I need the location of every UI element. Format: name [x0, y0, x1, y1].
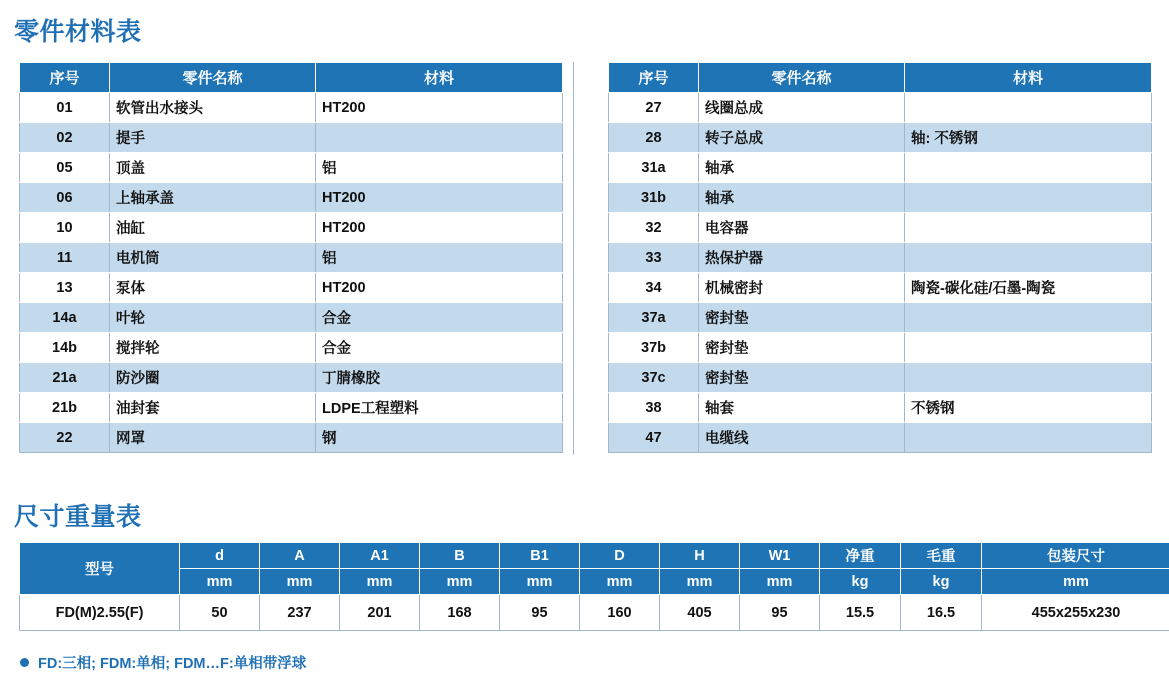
parts-material-table-right — [608, 62, 1152, 453]
cell-no: 21a — [20, 363, 110, 393]
cell-dd: 160 — [580, 595, 660, 631]
cell-material: 铝 — [316, 243, 563, 273]
table-row — [609, 273, 1152, 303]
cell-material: HT200 — [316, 93, 563, 123]
table-row — [609, 123, 1152, 153]
cell-partname: 密封垫 — [699, 333, 905, 363]
table-row — [20, 333, 563, 363]
cell-partname: 网罩 — [110, 423, 316, 453]
header-d: d — [180, 543, 260, 569]
unit-b1: mm — [500, 569, 580, 595]
header-h: H — [660, 543, 740, 569]
header-b: B — [420, 543, 500, 569]
header-material: 材料 — [905, 63, 1152, 93]
unit-b: mm — [420, 569, 500, 595]
table-row — [20, 393, 563, 423]
cell-material — [316, 123, 563, 153]
table-row — [609, 183, 1152, 213]
cell-partname: 油封套 — [110, 393, 316, 423]
cell-material — [905, 93, 1152, 123]
cell-packsize: 455x255x230 — [982, 595, 1169, 631]
table-row — [609, 363, 1152, 393]
cell-no: 14a — [20, 303, 110, 333]
table-header-row — [20, 63, 563, 93]
cell-w1: 95 — [740, 595, 820, 631]
parts-tables-container — [19, 62, 1151, 453]
cell-material — [905, 243, 1152, 273]
cell-material — [905, 153, 1152, 183]
table-row — [609, 153, 1152, 183]
cell-no: 05 — [20, 153, 110, 183]
cell-no: 27 — [609, 93, 699, 123]
cell-partname: 上轴承盖 — [110, 183, 316, 213]
header-no: 序号 — [20, 63, 110, 93]
cell-material: 陶瓷-碳化硅/石墨-陶瓷 — [905, 273, 1152, 303]
vertical-divider — [573, 62, 574, 455]
cell-partname: 油缸 — [110, 213, 316, 243]
parts-table-left-head — [20, 63, 563, 93]
cell-b: 168 — [420, 595, 500, 631]
table-row — [20, 153, 563, 183]
cell-material: LDPE工程塑料 — [316, 393, 563, 423]
parts-material-table-left — [19, 62, 563, 453]
table-row — [20, 243, 563, 273]
cell-material: 钢 — [316, 423, 563, 453]
cell-no: 37c — [609, 363, 699, 393]
table-row — [20, 595, 1169, 631]
header-model: 型号 — [20, 543, 180, 595]
unit-packsize: mm — [982, 569, 1169, 595]
cell-no: 02 — [20, 123, 110, 153]
bullet-icon — [20, 658, 29, 667]
cell-material — [905, 423, 1152, 453]
cell-partname: 轴套 — [699, 393, 905, 423]
dimension-weight-table — [19, 542, 1169, 631]
cell-material — [905, 183, 1152, 213]
page-title-dimensions: 尺寸重量表 — [14, 503, 142, 531]
parts-table-right-head — [609, 63, 1152, 93]
header-material: 材料 — [316, 63, 563, 93]
header-w1: W1 — [740, 543, 820, 569]
cell-material — [905, 213, 1152, 243]
cell-no: 33 — [609, 243, 699, 273]
footnote — [20, 652, 306, 673]
unit-h: mm — [660, 569, 740, 595]
cell-no: 01 — [20, 93, 110, 123]
header-packsize: 包装尺寸 — [982, 543, 1169, 569]
table-row — [609, 213, 1152, 243]
cell-partname: 轴承 — [699, 153, 905, 183]
cell-no: 31a — [609, 153, 699, 183]
header-netweight: 净重 — [820, 543, 901, 569]
cell-partname: 线圈总成 — [699, 93, 905, 123]
parts-table-right-body — [609, 93, 1152, 453]
cell-partname: 电机筒 — [110, 243, 316, 273]
header-a: A — [260, 543, 340, 569]
table-row — [20, 363, 563, 393]
cell-no: 13 — [20, 273, 110, 303]
header-grossweight: 毛重 — [901, 543, 982, 569]
cell-material: HT200 — [316, 183, 563, 213]
dimensions-table-body — [20, 595, 1169, 631]
cell-h: 405 — [660, 595, 740, 631]
parts-table-left-column — [19, 62, 562, 453]
table-header-row — [609, 63, 1152, 93]
cell-model: FD(M)2.55(F) — [20, 595, 180, 631]
cell-partname: 顶盖 — [110, 153, 316, 183]
parts-table-right-column — [608, 62, 1151, 453]
cell-material: HT200 — [316, 273, 563, 303]
table-units-row — [20, 569, 1169, 595]
table-row — [609, 423, 1152, 453]
cell-a: 237 — [260, 595, 340, 631]
cell-material: 轴: 不锈钢 — [905, 123, 1152, 153]
table-divider-gap — [562, 62, 608, 453]
header-dd: D — [580, 543, 660, 569]
parts-table-left-body — [20, 93, 563, 453]
cell-partname: 软管出水接头 — [110, 93, 316, 123]
cell-partname: 密封垫 — [699, 363, 905, 393]
cell-material — [905, 363, 1152, 393]
cell-no: 37b — [609, 333, 699, 363]
cell-partname: 电缆线 — [699, 423, 905, 453]
table-header-row — [20, 543, 1169, 569]
cell-no: 11 — [20, 243, 110, 273]
unit-grossweight: kg — [901, 569, 982, 595]
cell-partname: 轴承 — [699, 183, 905, 213]
header-a1: A1 — [340, 543, 420, 569]
unit-dd: mm — [580, 569, 660, 595]
cell-no: 38 — [609, 393, 699, 423]
cell-material: 铝 — [316, 153, 563, 183]
cell-no: 06 — [20, 183, 110, 213]
cell-no: 21b — [20, 393, 110, 423]
table-row — [20, 183, 563, 213]
table-row — [609, 303, 1152, 333]
cell-material — [905, 303, 1152, 333]
cell-partname: 转子总成 — [699, 123, 905, 153]
cell-no: 31b — [609, 183, 699, 213]
cell-partname: 提手 — [110, 123, 316, 153]
footnote-text: FD:三相; FDM:单相; FDM…F:单相带浮球 — [38, 656, 307, 672]
table-row — [20, 123, 563, 153]
header-b1: B1 — [500, 543, 580, 569]
cell-no: 37a — [609, 303, 699, 333]
unit-netweight: kg — [820, 569, 901, 595]
cell-no: 47 — [609, 423, 699, 453]
cell-partname: 搅拌轮 — [110, 333, 316, 363]
cell-partname: 密封垫 — [699, 303, 905, 333]
table-row — [609, 93, 1152, 123]
table-row — [20, 273, 563, 303]
cell-no: 10 — [20, 213, 110, 243]
unit-a1: mm — [340, 569, 420, 595]
table-row — [20, 93, 563, 123]
cell-material — [905, 333, 1152, 363]
cell-partname: 泵体 — [110, 273, 316, 303]
cell-material: 合金 — [316, 333, 563, 363]
unit-d: mm — [180, 569, 260, 595]
dimensions-table-container — [19, 542, 1150, 631]
cell-partname: 叶轮 — [110, 303, 316, 333]
unit-a: mm — [260, 569, 340, 595]
cell-no: 28 — [609, 123, 699, 153]
cell-no: 14b — [20, 333, 110, 363]
cell-partname: 电容器 — [699, 213, 905, 243]
table-row — [609, 393, 1152, 423]
dimensions-table-head — [20, 543, 1169, 595]
cell-partname: 热保护器 — [699, 243, 905, 273]
cell-partname: 机械密封 — [699, 273, 905, 303]
cell-netweight: 15.5 — [820, 595, 901, 631]
table-row — [609, 243, 1152, 273]
cell-material: 丁腈橡胶 — [316, 363, 563, 393]
cell-no: 32 — [609, 213, 699, 243]
cell-no: 22 — [20, 423, 110, 453]
table-row — [20, 213, 563, 243]
cell-a1: 201 — [340, 595, 420, 631]
table-row — [20, 423, 563, 453]
header-partname: 零件名称 — [699, 63, 905, 93]
header-no: 序号 — [609, 63, 699, 93]
cell-material: HT200 — [316, 213, 563, 243]
cell-material: 合金 — [316, 303, 563, 333]
unit-w1: mm — [740, 569, 820, 595]
cell-b1: 95 — [500, 595, 580, 631]
table-row — [20, 303, 563, 333]
page-title-parts: 零件材料表 — [14, 18, 142, 46]
cell-no: 34 — [609, 273, 699, 303]
table-row — [609, 333, 1152, 363]
cell-partname: 防沙圈 — [110, 363, 316, 393]
cell-d: 50 — [180, 595, 260, 631]
cell-material: 不锈钢 — [905, 393, 1152, 423]
cell-grossweight: 16.5 — [901, 595, 982, 631]
header-partname: 零件名称 — [110, 63, 316, 93]
